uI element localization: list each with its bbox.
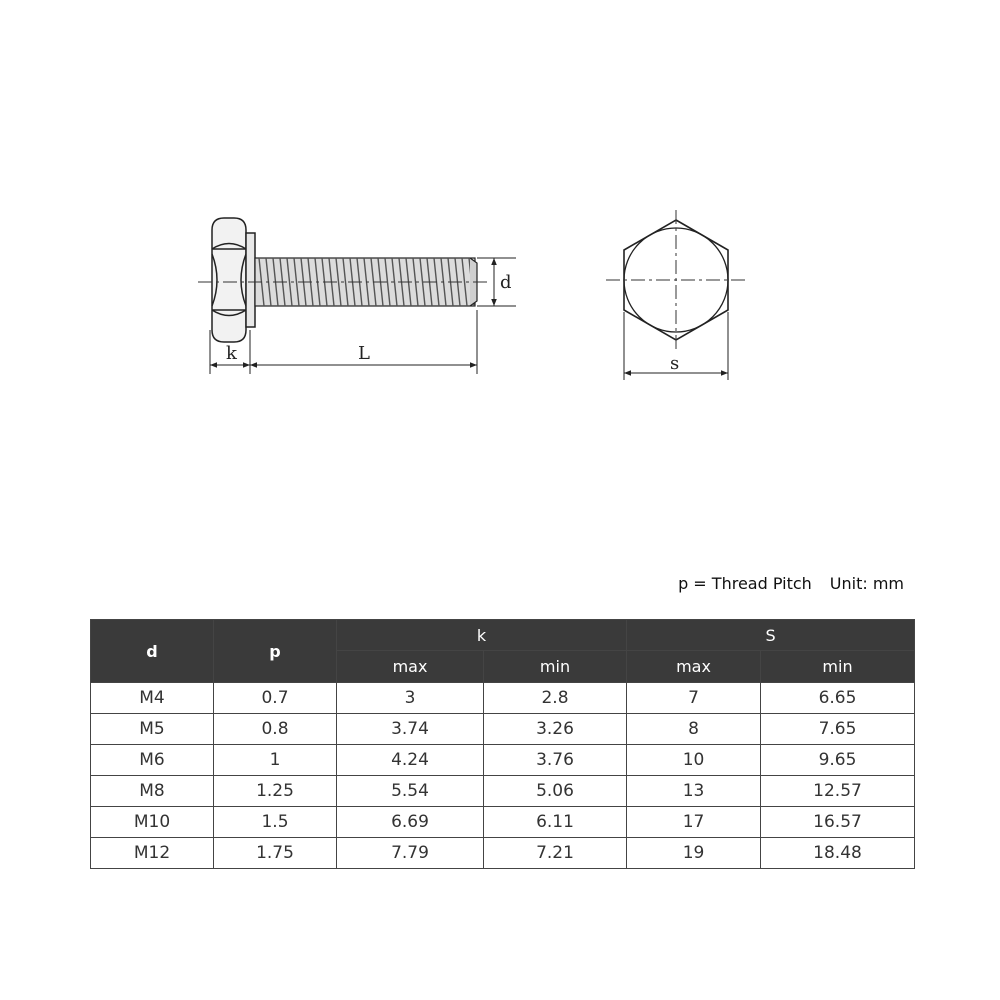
cell-s-max: 17 [627,807,761,838]
cell-s-max: 8 [627,714,761,745]
cell-p: 1 [214,745,337,776]
header-k-min: min [484,651,627,683]
cell-d: M10 [91,807,214,838]
cell-s-min: 6.65 [761,683,915,714]
dimension-s-label: s [670,353,680,374]
dimension-L-label: L [358,343,370,364]
cell-k-max: 7.79 [337,838,484,869]
table-row [91,776,915,807]
cell-p: 0.8 [214,714,337,745]
header-k-max: max [337,651,484,683]
header-p: p [214,620,337,683]
header-k: k [337,620,627,651]
cell-k-min: 5.06 [484,776,627,807]
bolt-side-view [198,218,516,374]
cell-p: 0.7 [214,683,337,714]
cell-k-min: 3.76 [484,745,627,776]
table-row [91,683,915,714]
cell-k-min: 6.11 [484,807,627,838]
cell-s-min: 18.48 [761,838,915,869]
units-note [620,574,904,593]
cell-p: 1.25 [214,776,337,807]
table-row [91,838,915,869]
cell-k-max: 5.54 [337,776,484,807]
cell-k-min: 7.21 [484,838,627,869]
unit-note: Unit: mm [829,574,904,593]
cell-s-min: 9.65 [761,745,915,776]
cell-d: M12 [91,838,214,869]
cell-p: 1.75 [214,838,337,869]
cell-s-min: 12.57 [761,776,915,807]
dimension-k-label: k [226,343,237,364]
cell-d: M8 [91,776,214,807]
header-s-min: min [761,651,915,683]
bolt-head [212,218,255,342]
header-s-max: max [627,651,761,683]
header-d: d [91,620,214,683]
cell-d: M4 [91,683,214,714]
cell-p: 1.5 [214,807,337,838]
bolt-end-view [606,210,746,380]
cell-k-min: 2.8 [484,683,627,714]
cell-s-max: 7 [627,683,761,714]
dimension-d-label: d [500,272,512,293]
cell-d: M6 [91,745,214,776]
cell-k-max: 4.24 [337,745,484,776]
cell-s-max: 13 [627,776,761,807]
cell-s-min: 7.65 [761,714,915,745]
table-row [91,714,915,745]
table-row [91,745,915,776]
table-row [91,807,915,838]
thread-pitch-note: p = Thread Pitch [678,574,812,593]
cell-d: M5 [91,714,214,745]
cell-k-max: 3 [337,683,484,714]
cell-k-max: 3.74 [337,714,484,745]
header-s: S [627,620,915,651]
spec-table [90,619,915,869]
cell-s-max: 10 [627,745,761,776]
cell-s-min: 16.57 [761,807,915,838]
cell-k-max: 6.69 [337,807,484,838]
cell-k-min: 3.26 [484,714,627,745]
cell-s-max: 19 [627,838,761,869]
